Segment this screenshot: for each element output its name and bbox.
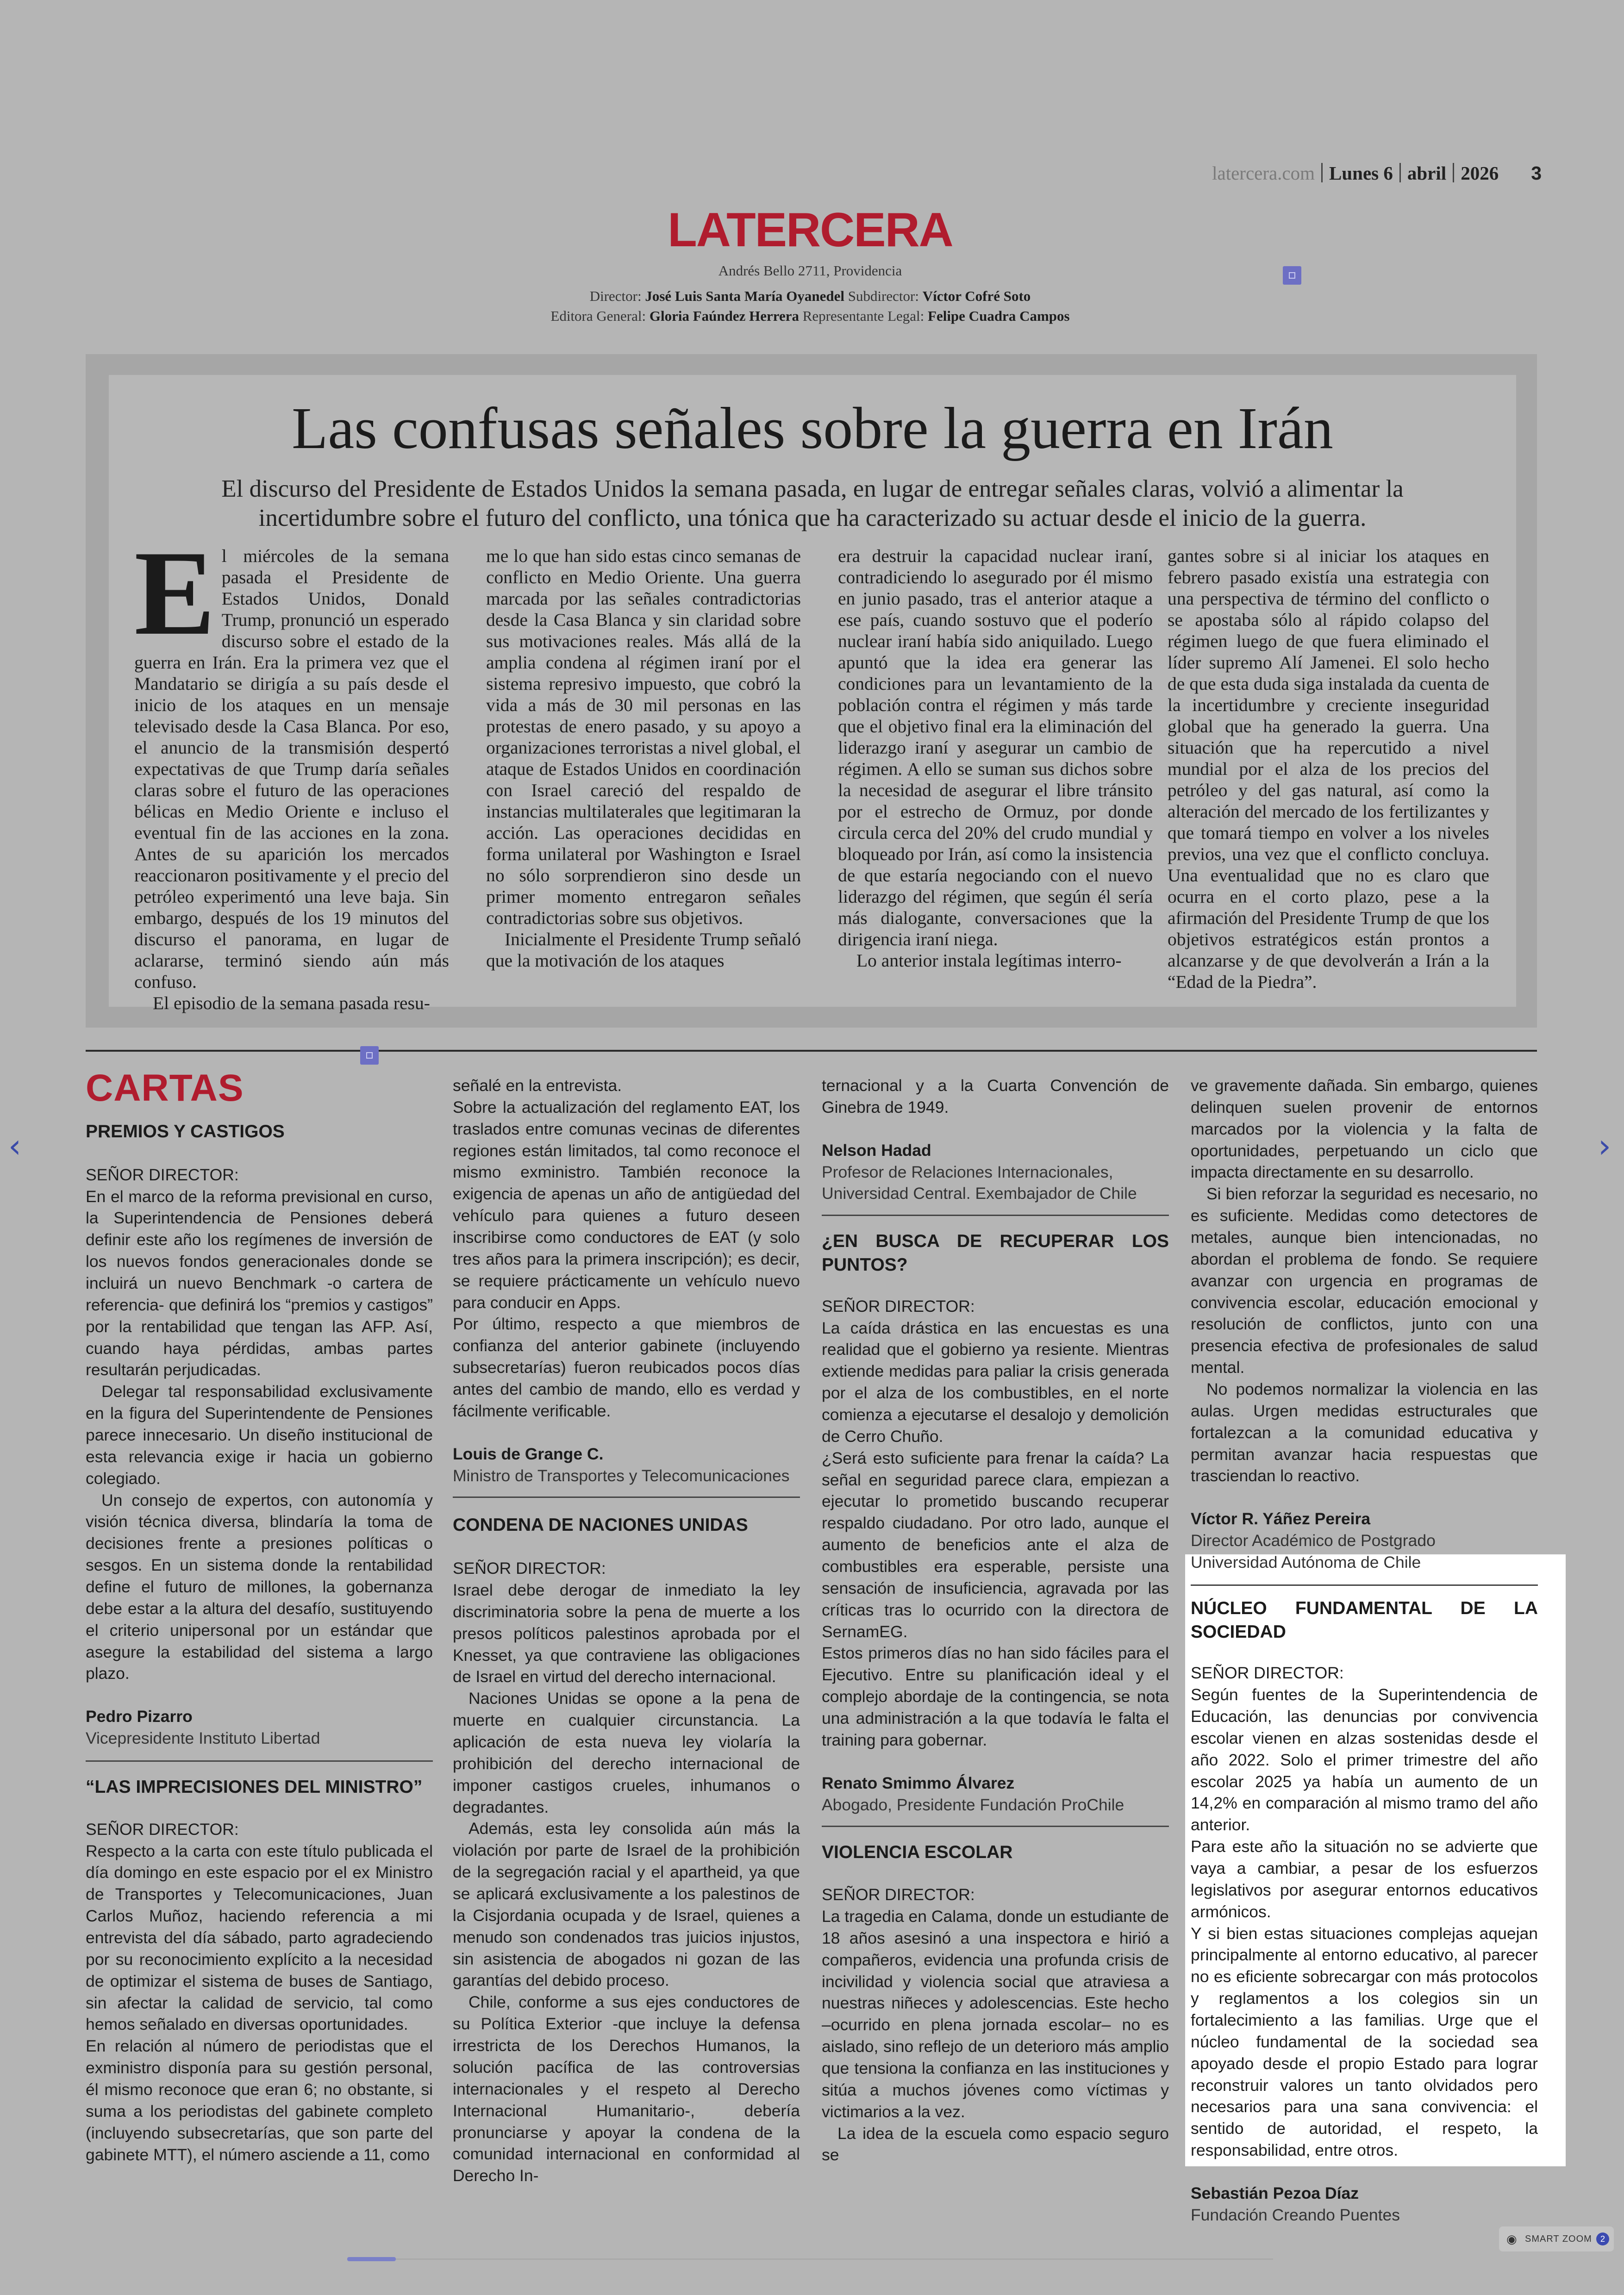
editorial-dek: El discurso del Presidente de Estados Unidos la semana pasada, en lugar de entregar señales claras, volvió a alimentar la incertidumbre sobre el futuro del conflicto, una tónica que ha caracterizado su actuar desde el inicio de la guerra. [221,475,1404,531]
zoom-region-marker-2[interactable] [360,1046,379,1065]
letter-salutation: SEÑOR DIRECTOR: [453,1559,606,1578]
page-date-line [1111,162,1542,190]
letter-title: PREMIOS Y CASTIGOS [86,1122,285,1141]
editorial-column-3: era destruir la capacidad nuclear iraní, contradiciendo lo asegurado por él mismo en junio pasado, tras el anterior ataque a ese país, cuando sostuvo que el poderío nuclear iraní había sido aniquilado. Luego apuntó que la idea era generar las condiciones para un levantamiento de la población contra el régimen y más tarde que el objetivo final era la eliminación del liderazgo iraní y asegurar un cambio de régimen. A ello se suman sus dichos sobre la necesidad de asegurar el libre tránsito por el estrecho de Ormuz, por donde circula cerca del 20% del crudo mundial y bloqueado por Irán, así como la insistencia de que estaría negociando con el nuevo liderazgo del régimen, que según él sería más dialogante, conversaciones que la dirigencia iraní niega. Lo anterior instala legítimas interro- [838,546,1153,971]
letters-column-2: señalé en la entrevista. Sobre la actualización del reglamento EAT, los traslados entre comunas vecinas de diferentes regiones están limitados, tal como reconoce el mismo exministro. También reconoce la exigencia de apenas un año de antigüedad del vehículo para quienes a futuro deseen inscribirse como conductores de EAT (y solo tres años para la primera inscripción); es decir, se requiere prácticamente un vehículo nuevo para conducir en Apps. Por último, respecto a que miembros de confianza del anterior gabinete (incluyendo subsecretarías) fueron reubicados pocos días antes del cambio de mando, ello es verdad y fácilmente verificable. Louis de Grange C. Ministro de Transportes y Telecomunicaciones CONDENA DE NACIONES UNIDAS SEÑOR DIRECTOR: Israel debe derogar de inmediato la ley discriminatoria sobre la pena de muerte a los presos políticos palestinos aprobada por el Knesset, ya que contraviene las obligaciones de Israel en virtud del derecho internacional. Naciones Unidas se opone a la pena de muerte en cualquier circunstancia. La aplicación de esta nueva ley violaría la prohibición del derecho internacional de imponer castigos crueles, inhumanos o degradantes. Además, esta ley consolida aún más la violación por parte de Israel de la prohibición de la segregación racial y el apartheid, ya que se aplicará exclusivamente a los palestinos de la Cisjordania ocupada y de Israel, quienes a menudo son condenados tras juicios injustos, sin asistencia de abogados ni gozan de las garantías del debido proceso. Chile, conforme a sus ejes conductores de su Política Exterior -que incluye la defensa irrestricta de los Derechos Humanos, la solución pacífica de las controversias internacionales y el respeto al Derecho Internacional Humanitario-, debería pronunciarse y apoyar la condena de la comunidad internacional en conformidad al Derecho In- [453,1076,800,2185]
letter-role: Fundación Creando Puentes [1191,2205,1400,2224]
letter-salutation: SEÑOR DIRECTOR: [1191,1664,1344,1683]
editorial-column-4: gantes sobre si al iniciar los ataques en febrero pasado existía una estrategia con una perspectiva de término del conflicto o se apostaba sólo al rápido colapso del régimen luego de que fuera eliminado el líder supremo Alí Jamenei. El solo hecho de que esta duda siga instalada da cuenta de la incertidumbre y creciente inseguridad global que ha generado la guerra. Una situación que ha repercutido a nivel mundial por el alza de los precios del petróleo y del gas natural, así como la alteración del mercado de los fertilizantes y que tomará tiempo en volver a los niveles previos, una vez que el conflicto concluya. Una eventualidad que no es claro que ocurra en el corto plazo, pese a la afirmación del Presidente Trump de que los objetivos estratégicos están prontos a alcanzarse y de que devolverán a Irán a la “Edad de la Piedra”. [1168,546,1489,992]
letter-signature: Víctor R. Yáñez Pereira [1191,1509,1371,1528]
newspaper-logo: LATERCERA [668,203,953,257]
next-page-icon[interactable]: › [1598,1127,1611,1165]
letters-column-3: ternacional y a la Cuarta Convención de Ginebra de 1949. Nelson Hadad Profesor de Relaciones Internacionales, Universidad Central. Exembajador de Chile ¿EN BUSCA DE RECUPERAR LOS PUNTOS? SEÑOR DIRECTOR: La caída drástica en las encuestas es una realidad que el gobierno ya resiente. Mientras extiende medidas para paliar la crisis generada por el alza de los combustibles, en el norte comienza a ejecutarse el desalojo y demolición de Cerro Chuño. ¿Será esto suficiente para frenar la caída? La señal en seguridad parece clara, empiezan a ejecutar lo prometido buscando recuperar respaldo ciudadano. Por otro lado, aunque el aumento de beneficios ante el alza de combustibles era esperable, persiste una sensación de insuficiencia, agravada por las críticas tras lo ocurrido con la directora de SernamEG. Estos primeros días no han sido fáciles para el Ejecutivo. Entre su planificación ideal y el complejo abordaje de la contingencia, se nota una administración a la que todavía le falta el training para gobernar. Renato Smimmo Álvarez Abogado, Presidente Fundación ProChile VIOLENCIA ESCOLAR SEÑOR DIRECTOR: La tragedia en Calama, donde un estudiante de 18 años asesinó a una inspectora e hirió a compañeros, evidencia una profunda crisis de incivilidad y violencia social que atraviesa a nuestras niñeces y adolescencias. Este hecho –ocurrido en plena jornada escolar– no es aislado, sino reflejo de un deterioro más amplio que tensiona la confianza en las instituciones y sitúa a muchos jóvenes como víctimas y victimarios a la vez. La idea de la escuela como espacio seguro se [822,1076,1169,2164]
previous-page-icon[interactable]: ‹ [8,1127,21,1165]
letter-divider [453,1497,800,1498]
eye-icon: ◉ [1506,2232,1517,2246]
letter-signature: Louis de Grange C. [453,1444,604,1463]
masthead-editor-line: Editora General: Gloria Faúndez Herrera Representante Legal: Felipe Cuadra Campos [550,308,1070,324]
director-name: José Luis Santa María Oyanedel [645,288,844,304]
letter-title: “LAS IMPRECISIONES DEL MINISTRO” [86,1777,423,1797]
letter-role: Abogado, Presidente Fundación ProChile [822,1795,1124,1814]
letter-title: NÚCLEO FUNDAMENTAL DE LA SOCIEDAD [1191,1598,1538,1642]
scroll-thumb[interactable] [347,2257,396,2261]
section-divider [86,1050,1537,1052]
site-name: latercera.com [1212,162,1315,184]
letter-role: Universidad Autónoma de Chile [1191,1553,1421,1572]
letter-role: Vicepresidente Instituto Libertad [86,1729,320,1748]
letter-title: CONDENA DE NACIONES UNIDAS [453,1515,748,1535]
letter-role: Director Académico de Postgrado [1191,1531,1436,1550]
letters-column-4: ve gravemente dañada. Sin embargo, quienes delinquen suelen provenir de entornos marcados por la violencia y la falta de oportunidades, perpetuando un ciclo que impacta directamente en su desarrollo. Si bien reforzar la seguridad es necesario, no es suficiente. Medidas como detectores de metales, aunque bien intencionadas, no abordan el problema de fondo. Se requiere avanzar con urgencia en programas de convivencia escolar, educación emocional y resolución de conflictos, junto con una presencia efectiva de profesionales de salud mental. No podemos normalizar la violencia en las aulas. Urgen medidas estructurales que fortalezcan a la comunidad educativa y permitan avanzar hacia respuestas que trasciendan lo reactivo. Víctor R. Yáñez Pereira Director Académico de Postgrado Universidad Autónoma de Chile NÚCLEO FUNDAMENTAL DE LA SOCIEDAD SEÑOR DIRECTOR: Según fuentes de la Superintendencia de Educación, las denuncias por convivencia escolar vienen en alzas sostenidas desde el año 2022. Solo el primer trimestre del año escolar 2025 ya había un aumento de un 14,2% en comparación al mismo tramo del año anterior. Para este año la situación no se advierte que vaya a cambiar, a pesar de los esfuerzos legislativos por asegurar entornos educativos armónicos. Y si bien estas situaciones complejas aquejan principalmente al entorno educativo, al parecer no es eficiente sobrecargar con más protocolos y reglamentos a los colegios sin un fortalecimiento a las familias. Urge que el núcleo fundamental de la sociedad sea apoyado desde el propio Estado para lograr reconstruir valores un tanto olvidados pero necesarios para una sana convivencia: el sentido de autoridad, el respeto, la responsabilidad, entre otros. Sebastián Pezoa Díaz Fundación Creando Puentes [1191,1075,1538,2226]
letter-role: Profesor de Relaciones Internacionales, [822,1162,1113,1181]
editorial-column-2: me lo que han sido estas cinco semanas de conflicto en Medio Oriente. Una guerra marcada por las señales contradictorias desde la Casa Blanca y sin claridad sobre sus motivaciones reales. Más allá de la amplia condena al régimen iraní por el sistema represivo impuesto, que cobró la vida a más de 30 mil personas en las protestas de enero pasado, y su apoyo a organizaciones terroristas a nivel global, el ataque de Estados Unidos en coordinación con Israel careció del respaldo de instancias multilaterales que legitimaran la acción. Las operaciones decididas en forma unilateral por Washington e Israel no sólo sorprendieron sino desde un primer momento entregaron señales contradictorias sobre sus objetivos. Inicialmente el Presidente Trump señaló que la motivación de los ataques [486,546,801,971]
letter-signature: Renato Smimmo Álvarez [822,1773,1015,1792]
legal-rep-name: Felipe Cuadra Campos [928,308,1070,324]
editorial-column-1: E l miércoles de la semana pasada el Presidente de Estados Unidos, Donald Trump, pronunció un esperado discurso sobre el estado de la guerra en Irán. Era la primera vez que el Mandatario se dirigía a su país desde el inicio de los ataques en un mensaje televisado desde la Casa Blanca. Por eso, el anuncio de la transmisión despertó expectativas de que Trump daría señales claras sobre el futuro de las operaciones bélicas en Medio Oriente e incluso el eventual fin de las acciones en la zona. Antes de su aparición los mercados reaccionaron positivamente y el precio del petróleo experimentó una leve baja. Sin embargo, después de los 19 minutos del discurso el panorama, en lugar de aclararse, terminó siendo aún más confuso. El episodio de la semana pasada resu- [134,526,449,1014]
letter-salutation: SEÑOR DIRECTOR: [822,1885,975,1904]
scroll-track[interactable] [347,2258,1273,2260]
date-day: Lunes 6 [1329,162,1393,184]
letter-title: ¿EN BUSCA DE RECUPERAR LOS PUNTOS? [822,1231,1169,1275]
letter-divider [1191,1584,1538,1586]
subdirector-name: Víctor Cofré Soto [922,288,1031,304]
letter-salutation: SEÑOR DIRECTOR: [822,1297,975,1316]
masthead-director-line: Director: José Luis Santa María Oyanedel Subdirector: Víctor Cofré Soto [589,288,1031,304]
letter-signature: Nelson Hadad [822,1141,931,1160]
date-year: 2026 [1461,162,1499,184]
letter-role: Ministro de Transportes y Telecomunicaciones [453,1466,790,1485]
editor-name: Gloria Faúndez Herrera [649,308,799,324]
letter-role: Universidad Central. Exembajador de Chile [822,1184,1137,1203]
letter-signature: Pedro Pizarro [86,1707,193,1726]
letter-divider [86,1760,433,1762]
smart-zoom-count-badge: 2 [1596,2233,1609,2245]
masthead-address: Andrés Bello 2711, Providencia [718,262,902,279]
letter-signature: Sebastián Pezoa Díaz [1191,2184,1359,2203]
letter-salutation: SEÑOR DIRECTOR: [86,1820,239,1839]
letter-salutation: SEÑOR DIRECTOR: [86,1165,239,1184]
letter-divider [822,1215,1169,1216]
smart-zoom-label: SMART ZOOM [1525,2234,1592,2244]
letter-divider [822,1826,1169,1827]
letter-title: VIOLENCIA ESCOLAR [822,1842,1013,1863]
smart-zoom-button[interactable] [1499,2226,1614,2251]
editorial-headline: Las confusas señales sobre la guerra en Irán [292,395,1333,461]
zoom-region-marker[interactable] [1283,266,1301,285]
letters-column-1: PREMIOS Y CASTIGOS SEÑOR DIRECTOR: En el marco de la reforma previsional en curso, la Superintendencia de Pensiones deberá definir este año los regímenes de inversión de los nuevos fondos generacionales donde se incluirá un nuevo Benchmark -o cartera de referencia- que definirá los “premios y castigos” por la rentabilidad que tengan las AFP. Así, cuando haya pérdidas, ambas partes resultarán perjudicadas. Delegar tal responsabilidad exclusivamente en la figura del Superintendente de Pensiones parece innecesario. Un diseño institucional de esta relevancia exige ir hacia un gobierno colegiado. Un consejo de expertos, con autonomía y visión técnica diversa, blindaría la toma de decisiones frente a presiones políticas o sesgos. En un sistema donde la rentabilidad define el futuro de millones, la gobernanza debe estar a la altura del desafío, sustituyendo el criterio unipersonal por un estándar que asegure la estabilidad del sistema a largo plazo. Pedro Pizarro Vicepresidente Instituto Libertad “LAS IMPRECISIONES DEL MINISTRO” SEÑOR DIRECTOR: Respecto a la carta con este título publicada el día domingo en este espacio por el ex Ministro de Transportes y Telecomunicaciones, Juan Carlos Muñoz, haciendo referencia a mi entrevista del día sábado, parto agradeciendo por su reconocimiento explícito a la necesidad de optimizar el sistema de buses de Santiago, sin afectar la calidad de servicio, tal como hemos señalado en diversas oportunidades. En relación al número de periodistas que el exministro disponía para su gestión personal, él mismo reconoce que eran 6; no obstante, si suma a los periodistas del gabinete completo (incluyendo subsecretarías, que son parte del gabinete MTT), el número asciende a 11, como [86,1120,433,2165]
page-number: 3 [1531,162,1542,184]
date-month: abril [1407,162,1447,184]
drop-cap: E [134,526,215,660]
section-title: CARTAS [86,1067,244,1109]
